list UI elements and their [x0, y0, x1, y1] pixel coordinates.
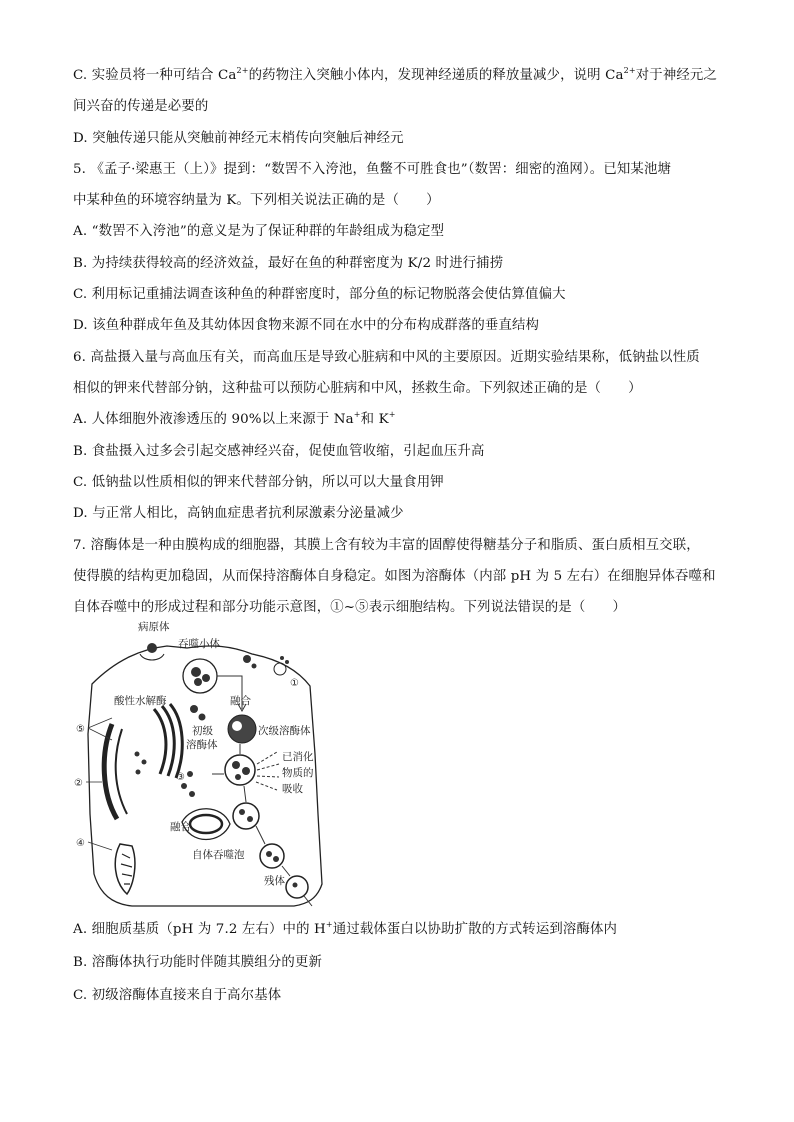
label-structure-4: ④: [76, 838, 85, 849]
q6-stem-line1: 6. 高盐摄入量与高血压有关，而高血压是导致心脏病和中风的主要原因。近期实验结果称，低钠盐以性质: [73, 350, 700, 365]
q5-stem-line2: 中某种鱼的环境容纳量为 K。下列相关说法正确的是（ ）: [73, 193, 440, 208]
label-structure-2: ②: [74, 778, 83, 789]
q6-option-a: A. 人体细胞外液渗透压的 90%以上来源于 Na+和 K+: [73, 410, 396, 427]
label-pathogen: 病原体: [138, 621, 170, 633]
q7-option-a: A. 细胞质基质（pH 为 7.2 左右）中的 H+通过载体蛋白以协助扩散的方式转运到溶酶体内: [73, 920, 618, 937]
label-digested-3: 吸收: [282, 783, 303, 795]
label-digested-1: 已消化: [282, 751, 314, 763]
label-fusion-bottom: 融合: [170, 821, 191, 833]
label-digested-2: 物质的: [282, 767, 314, 779]
q4-option-c-line2: 间兴奋的传递是必要的: [73, 99, 209, 114]
q5-option-a: A. “数罟不入洿池”的意义是为了保证种群的年龄组成为稳定型: [73, 224, 445, 239]
q6-option-b: B. 食盐摄入过多会引起交感神经兴奋，促使血管收缩，引起血压升高: [73, 444, 485, 459]
label-primary-lysosome-1: 初级: [192, 725, 213, 737]
q5-option-c: C. 利用标记重捕法调查该种鱼的种群密度时，部分鱼的标记物脱落会使估算值偏大: [73, 287, 566, 302]
label-structure-5: ⑤: [76, 724, 85, 735]
q7-option-c: C. 初级溶酶体直接来自于高尔基体: [73, 988, 282, 1003]
q7-option-b: B. 溶酶体执行功能时伴随其膜组分的更新: [73, 955, 322, 970]
q6-stem-line2: 相似的钾来代替部分钠，这种盐可以预防心脏病和中风，拯救生命。下列叙述正确的是（ ）: [73, 381, 642, 396]
label-structure-3: ③: [176, 772, 185, 783]
mitochondrion-icon: [115, 844, 135, 894]
q7-stem-line3: 自体吞噬中的形成过程和部分功能示意图，①~⑤表示细胞结构。下列说法错误的是（ ）: [73, 600, 626, 615]
label-fusion-top: 融合: [230, 695, 251, 707]
q7-stem-line1: 7. 溶酶体是一种由膜构成的细胞器，其膜上含有较为丰富的固醇使得糖基分子和脂质、蛋白质相互交联，: [73, 538, 700, 553]
label-primary-lysosome-2: 溶酶体: [186, 739, 218, 751]
secondary-lysosome-icon: [225, 715, 308, 898]
q5-option-d: D. 该鱼种群成年鱼及其幼体因食物来源不同在水中的分布构成群落的垂直结构: [73, 318, 540, 333]
lysosome-diagram: [72, 614, 332, 914]
label-phagosome: 吞噬小体: [178, 638, 220, 650]
q5-option-b: B. 为持续获得较高的经济效益，最好在鱼的种群密度为 K/2 时进行捕捞: [73, 256, 504, 271]
q4-option-c-line1: C. 实验员将一种可结合 $Ca^{2+}$的药物注入突触小体内，发现神经递质的释放量减少，说明 $Ca^{2+}$对于神经元之: [73, 66, 717, 83]
label-autophagic-vacuole: 自体吞噬泡: [192, 849, 245, 861]
golgi-apparatus-icon: [154, 704, 182, 778]
label-acid-hydrolase: 酸性水解酶: [114, 695, 167, 707]
q7-stem-line2: 使得膜的结构更加稳固，从而保持溶酶体自身稳定。如图为溶酶体（内部 pH 为 5 左右）在细胞异体吞噬和: [73, 569, 716, 584]
q6-option-d: D. 与正常人相比，高钠血症患者抗利尿激素分泌量减少: [73, 506, 404, 521]
q5-stem-line1: 5. 《孟子·梁惠王（上）》提到：“数罟不入洿池，鱼鳖不可胜食也”（数罟：细密的渔网）。已知某池塘: [73, 162, 672, 177]
phagosome-icon: [183, 655, 257, 693]
q6-option-c: C. 低钠盐以性质相似的钾来代替部分钠，所以可以大量食用钾: [73, 475, 444, 490]
label-residual-body: 残体: [264, 875, 285, 887]
q4-option-d: D. 突触传递只能从突触前神经元末梢传向突触后神经元: [73, 131, 404, 146]
label-structure-1: ①: [290, 678, 299, 689]
label-secondary-lysosome: 次级溶酶体: [258, 725, 311, 737]
